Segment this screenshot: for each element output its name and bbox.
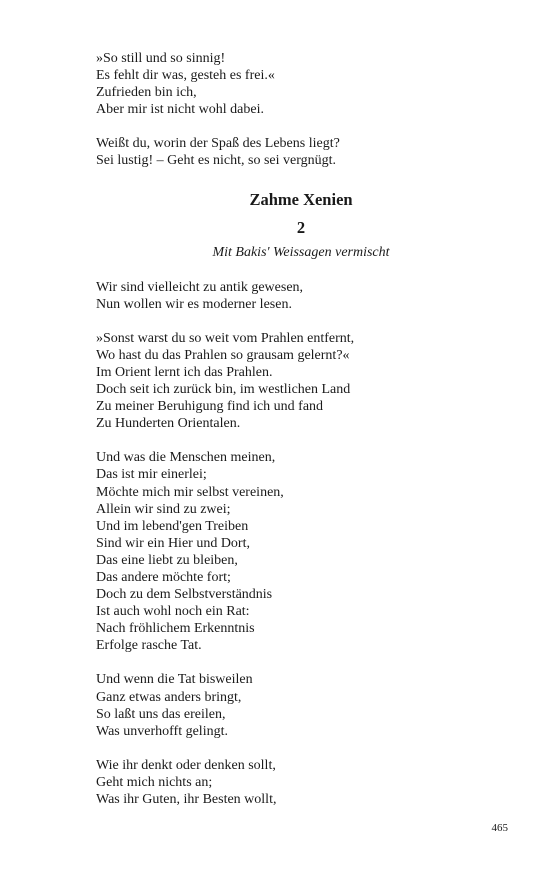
stanza bbox=[96, 671, 516, 739]
stanza bbox=[96, 135, 516, 169]
verse-line: Ganz etwas anders bringt, bbox=[96, 689, 242, 705]
verse-line: Nach fröhlichem Erkenntnis bbox=[96, 621, 255, 637]
stanza bbox=[96, 449, 516, 654]
verse-line: Weißt du, worin der Spaß des Lebens liegt? bbox=[96, 136, 340, 152]
stanza bbox=[96, 757, 516, 808]
page-content bbox=[96, 50, 516, 825]
verse-line: Doch zu dem Selbstverständnis bbox=[96, 587, 273, 603]
verse-line: Zu Hunderten Orientalen. bbox=[96, 416, 241, 432]
stanza bbox=[96, 279, 516, 313]
verse-line: Erfolge rasche Tat. bbox=[96, 638, 202, 654]
verse-line: Und was die Menschen meinen, bbox=[96, 450, 276, 466]
verse-line: Wie ihr denkt oder denken sollt, bbox=[96, 757, 276, 773]
stanza bbox=[96, 330, 516, 433]
verse-line: Zufrieden bin ich, bbox=[96, 85, 197, 101]
section-subtitle: Mit Bakis' Weissagen vermischt bbox=[212, 244, 390, 260]
verse-line: Es fehlt dir was, gesteh es frei.« bbox=[96, 68, 275, 84]
verse-line: Möchte mich mir selbst vereinen, bbox=[96, 484, 284, 500]
section-title: Zahme Xenien bbox=[249, 189, 353, 209]
stanza bbox=[96, 50, 516, 118]
verse-line: Und wenn die Tat bisweilen bbox=[96, 672, 253, 688]
verse-line: Wir sind vielleicht zu antik gewesen, bbox=[96, 279, 304, 295]
verse-line: Was unverhofft gelingt. bbox=[96, 723, 228, 739]
verse-line: Sei lustig! – Geht es nicht, so sei vergnügt. bbox=[96, 153, 337, 169]
verse-line: Und im lebend'gen Treiben bbox=[96, 518, 249, 534]
verse-line: So laßt uns das ereilen, bbox=[96, 706, 226, 722]
verse-line: »Sonst warst du so weit vom Prahlen entfernt, bbox=[96, 330, 355, 346]
verse-line: Im Orient lernt ich das Prahlen. bbox=[96, 364, 273, 380]
verse-line: Was ihr Guten, ihr Besten wollt, bbox=[96, 792, 277, 807]
verse-line: Das ist mir einerlei; bbox=[96, 467, 207, 483]
verse-line: Wo hast du das Prahlen so grausam gelernt?« bbox=[96, 347, 350, 363]
verse-line: Das andere möchte fort; bbox=[96, 569, 231, 585]
verse-line: Allein wir sind zu zwei; bbox=[96, 501, 231, 517]
verse-line: Aber mir ist nicht wohl dabei. bbox=[96, 102, 264, 118]
verse-line: Sind wir ein Hier und Dort, bbox=[96, 535, 250, 551]
verse-line: Nun wollen wir es moderner lesen. bbox=[96, 296, 292, 312]
verse-line: Ist auch wohl noch ein Rat: bbox=[96, 604, 250, 620]
section-number: 2 bbox=[296, 217, 306, 237]
verse-line: »So still und so sinnig! bbox=[96, 51, 226, 66]
page-number: 465 bbox=[491, 822, 508, 834]
verse-line: Das eine liebt zu bleiben, bbox=[96, 552, 238, 568]
verse-line: Zu meiner Beruhigung find ich und fand bbox=[96, 399, 324, 415]
verse-line: Geht mich nichts an; bbox=[96, 774, 213, 790]
verse-line: Doch seit ich zurück bin, im westlichen Land bbox=[96, 382, 351, 398]
